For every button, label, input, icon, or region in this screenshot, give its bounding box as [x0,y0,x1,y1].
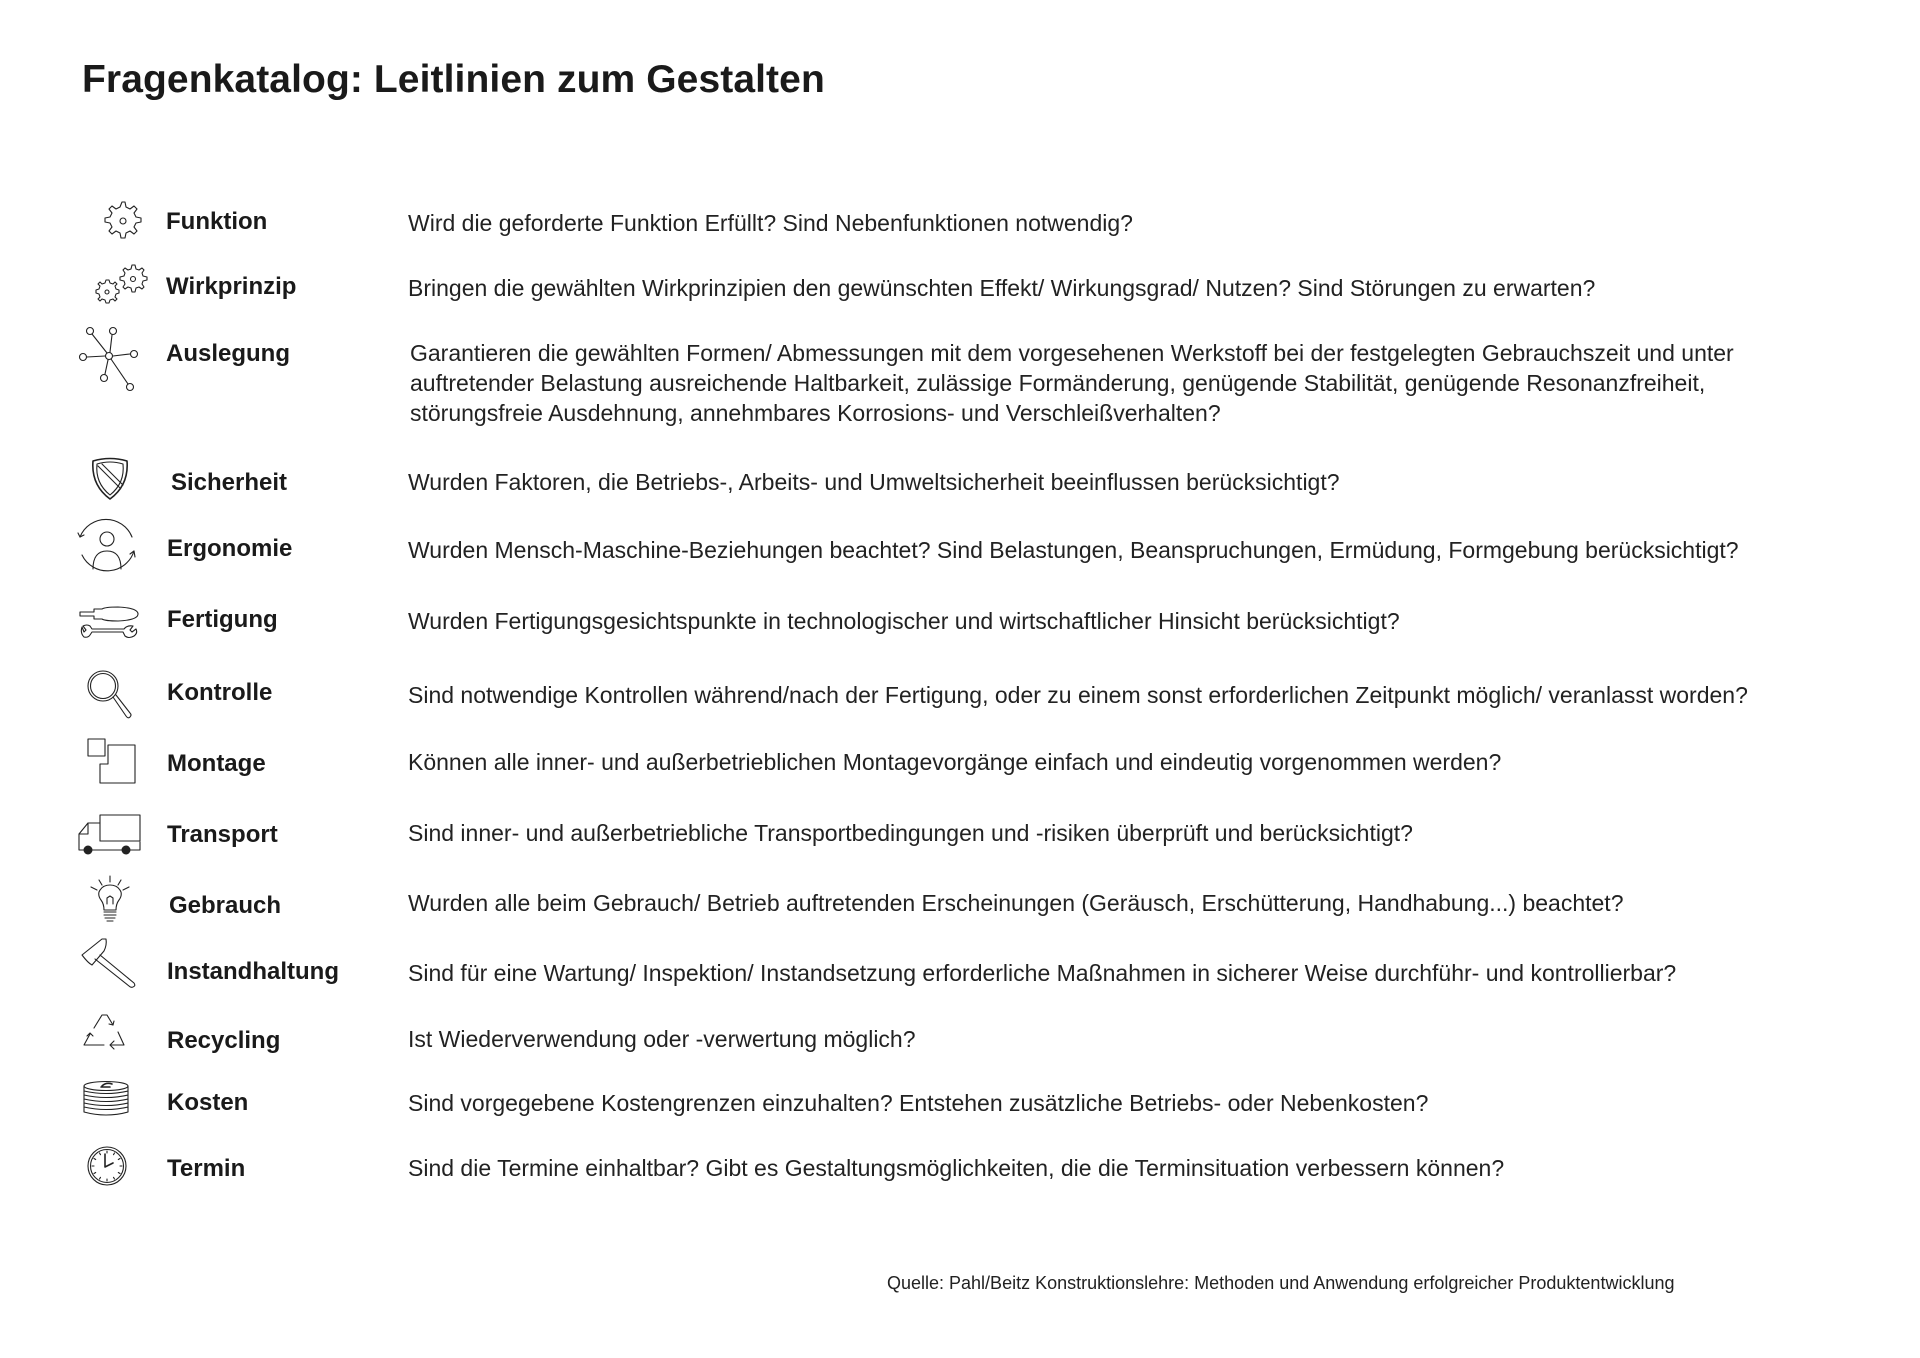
item-label: Termin [167,1155,246,1182]
hammer-icon [80,937,138,989]
lightbulb-icon [86,874,134,924]
item-question: Wurden Fertigungsgesichtspunkte in technologischer und wirtschaftlicher Hinsicht berücksichtigt? [408,608,1400,634]
item-label: Kontrolle [167,679,273,706]
truck-icon [76,812,142,856]
item-label: Instandhaltung [167,958,339,985]
source-citation: Quelle: Pahl/Beitz Konstruktionslehre: Methoden und Anwendung erfolgreicher Produktentwicklung [887,1273,1675,1293]
page-title: Fragenkatalog: Leitlinien zum Gestalten [82,58,825,101]
item-question: Ist Wiederverwendung oder -verwertung möglich? [408,1026,916,1052]
item-label: Kosten [167,1089,249,1116]
shield-icon [90,457,130,501]
item-question: Wird die geforderte Funktion Erfüllt? Sind Nebenfunktionen notwendig? [408,210,1133,236]
magnifier-icon [84,667,134,723]
gear-icon [98,198,146,246]
item-label: Recycling [167,1027,281,1054]
screwdriver-wrench-icon [78,605,140,643]
item-question: Sind notwendige Kontrollen während/nach der Fertigung, oder zu einem sonst erforderlichen Zeitpunkt möglich/ veranlasst worden? [408,682,1748,708]
item-label: Gebrauch [169,892,282,919]
item-question: Wurden Mensch-Maschine-Beziehungen beachtet? Sind Belastungen, Beanspruchungen, Ermüdung, Formgebung berücksichtigt? [408,537,1739,563]
item-question [410,338,1734,428]
item-label: Ergonomie [167,535,293,562]
item-label: Sicherheit [171,469,288,496]
item-question: Sind vorgegebene Kostengrenzen einzuhalten? Entstehen zusätzliche Betriebs- oder Nebenkosten? [408,1090,1429,1116]
item-question-line: auftretender Belastung ausreichende Haltbarkeit, zulässige Formänderung, genügende Stabilität, genügende Resonanzfreiheit, [410,370,1706,396]
clock-icon [86,1145,128,1187]
assembly-blocks-icon [86,737,138,785]
network-nodes-icon [78,325,142,393]
item-label: Transport [167,821,278,848]
item-label: Fertigung [167,606,278,633]
item-label: Auslegung [166,340,290,367]
item-question-line: Garantieren die gewählten Formen/ Abmessungen mit dem vorgesehenen Werkstoff bei der festgelegten Gebrauchszeit und unter [410,340,1734,366]
person-cycle-icon [76,515,138,573]
item-label: Wirkprinzip [166,273,297,300]
item-question: Sind die Termine einhaltbar? Gibt es Gestaltungsmöglichkeiten, die die Terminsituation verbessern können? [408,1155,1505,1181]
item-question: Wurden alle beim Gebrauch/ Betrieb auftretenden Erscheinungen (Geräusch, Erschütterung, Handhabung...) beachtet? [408,890,1624,916]
item-question: Wurden Faktoren, die Betriebs-, Arbeits- und Umweltsicherheit beeinflussen berücksichtigt? [408,469,1340,495]
coin-stack-icon [82,1080,130,1118]
item-question: Sind für eine Wartung/ Inspektion/ Instandsetzung erforderliche Maßnahmen in sicherer Weise durchführ- und kontrollierbar? [408,960,1677,986]
item-label: Funktion [166,208,268,235]
item-label: Montage [167,750,266,777]
recycling-icon [82,1012,126,1052]
item-question: Sind inner- und außerbetriebliche Transportbedingungen und -risiken überprüft und berücksichtigt? [408,820,1413,846]
item-question: Bringen die gewählten Wirkprinzipien den gewünschten Effekt/ Wirkungsgrad/ Nutzen? Sind Störungen zu erwarten? [408,275,1596,301]
gears-icon [88,262,154,308]
item-question-line: störungsfreie Ausdehnung, annehmbares Korrosions- und Verschleißverhalten? [410,400,1221,426]
item-question: Können alle inner- und außerbetrieblichen Montagevorgänge einfach und eindeutig vorgenommen werden? [408,749,1502,775]
